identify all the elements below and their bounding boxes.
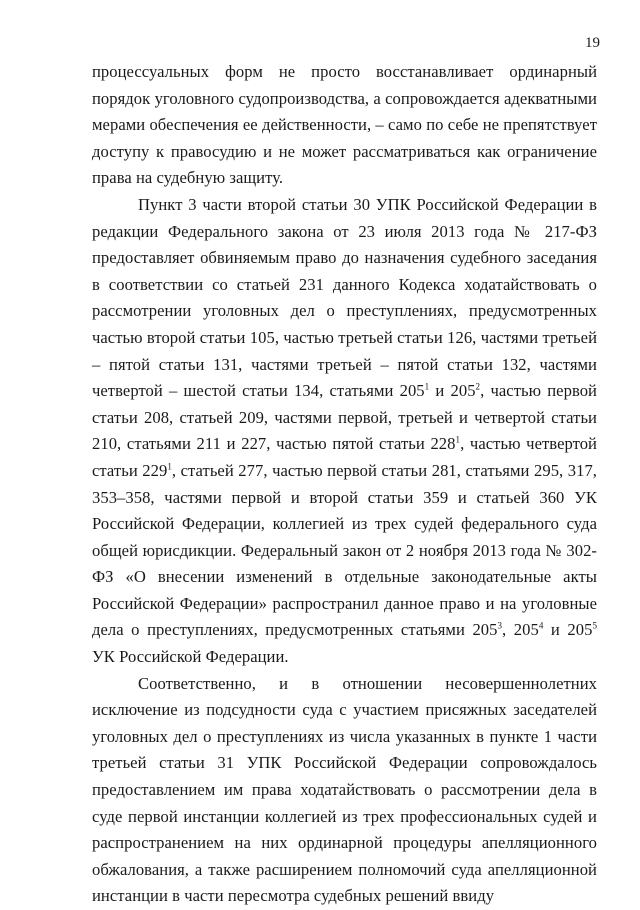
paragraph [92,59,597,192]
paragraph-text: , статьей 277, частью первой статьи 281, статьями 295, 317, 353–358, частями первой и второй статьи 359 и статьей 360 УК Российской Федерации, коллегией из трех судей федерального суда общей юрисдикции. Федеральный закон от 2 ноября 2013 года № 302-ФЗ «О внесении изменений в отдельные законодательные акты Российской Федерации» распространил данное право и на уголовные дела о преступлениях, предусмотренных статьями 205 [92,460,597,640]
superscript-index: 4 [538,620,544,631]
paragraph-text: и 205 [429,381,476,401]
paragraph-text: Соответственно, и в отношении несовершеннолетних исключение из подсудности суда с участием присяжных заседателей уголовных дел о преступлениях из числа указанных в пункте 1 части третьей статьи 31 УПК Российской Федерации сопровождалось предоставлением им права ходатайствовать о рассмотрении дела в суде первой инстанции коллегией из трех профессиональных судей и распространением на них ординарной процедуры апелляционного обжалования, а также расширением полномочий суда апелляционной инстанции в части пересмотра судебных решений ввиду [92,673,597,906]
paragraph [92,671,597,910]
document-body [92,59,597,910]
page-number: 19 [585,35,600,51]
paragraph-text: , 205 [502,620,539,640]
superscript-index: 5 [592,620,597,631]
paragraph-text: , частью четвертой статьи 229 [92,434,597,480]
paragraph-text: Пункт 3 части второй статьи 30 УПК Российской Федерации в редакции Федерального закона от 23 июля 2013 года № 217-ФЗ предоставляет обвиняемым право до назначения судебного заседания в соответствии со статьей 231 данного Кодекса ходатайствовать о рассмотрении уголовных дел о преступлениях, предусмотренных частью второй статьи 105, частью третьей статьи 126, частями третьей – пятой статьи 131, частями третьей – пятой статьи 132, частями четвертой – шестой статьи 134, статьями 205 [92,194,597,401]
superscript-index: 1 [424,381,430,392]
paragraph [92,192,597,671]
paragraph-text: , частью первой статьи 208, статьей 209, частями первой, третьей и четвертой статьи 210, статьями 211 и 227, частью пятой статьи 228 [92,381,597,454]
superscript-index: 1 [455,434,461,445]
superscript-index: 1 [167,461,172,472]
superscript-index: 3 [497,620,503,631]
superscript-index: 2 [475,381,481,392]
paragraph-text: и 205 [543,620,593,640]
paragraph-text: процессуальных форм не просто восстанавливает ординарный порядок уголовного судопроизводства, а сопровождается адекватными мерами обеспечения ее действенности, – само по себе не препятствует доступу к правосудию и не может рассматриваться как ограничение права на судебную защиту. [92,62,597,188]
paragraph-text: УК Российской Федерации. [92,647,289,667]
